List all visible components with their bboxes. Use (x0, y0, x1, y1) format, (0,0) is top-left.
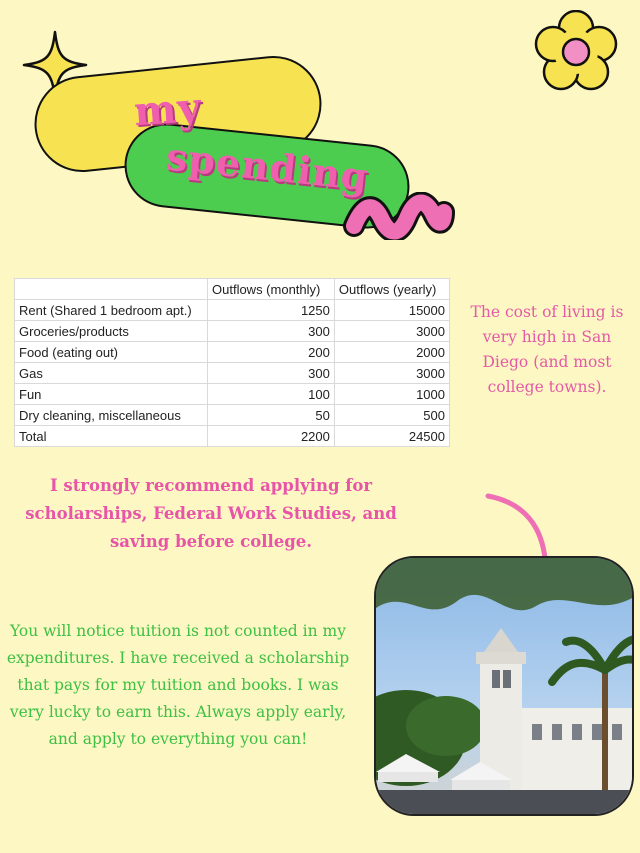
campus-photo (374, 556, 634, 816)
page-title-line1: my (132, 83, 204, 136)
table-cell-category: Gas (15, 363, 208, 384)
table-row-total (15, 426, 450, 447)
tuition-note: You will notice tuition is not counted in my expenditures. I have received a scholarship that pays for my tuition and books. I was very lucky to earn this. Always apply early, and apply to everything you can! (6, 622, 350, 748)
campus-illustration (376, 558, 632, 814)
table-cell-category: Fun (15, 384, 208, 405)
recommendation-text: I strongly recommend applying for scholarships, Federal Work Studies, and saving before college. (25, 476, 397, 551)
table-cell-yearly: 3000 (334, 363, 449, 384)
table-cell-category: Groceries/products (15, 321, 208, 342)
page-title-line2: spending (164, 133, 371, 200)
table-cell-yearly: 1000 (334, 384, 449, 405)
table-cell-yearly: 2000 (334, 342, 449, 363)
table-row (15, 342, 450, 363)
table-header-row (15, 279, 450, 300)
table-cell-category: Food (eating out) (15, 342, 208, 363)
table-cell-monthly: 1250 (208, 300, 335, 321)
table-cell-yearly: 24500 (334, 426, 449, 447)
flower-icon (534, 10, 618, 94)
table-row (15, 363, 450, 384)
spending-table (14, 278, 450, 447)
squiggle-icon (340, 192, 456, 240)
table-cell-category: Total (15, 426, 208, 447)
table-cell-monthly: 300 (208, 363, 335, 384)
table-cell-monthly: 300 (208, 321, 335, 342)
table-row (15, 321, 450, 342)
table-cell-yearly: 15000 (334, 300, 449, 321)
table-header: Outflows (yearly) (334, 279, 449, 300)
cost-of-living-note: The cost of living is very high in San Diego (and most college towns). (470, 303, 624, 396)
table-header (15, 279, 208, 300)
table-cell-yearly: 3000 (334, 321, 449, 342)
table-cell-category: Dry cleaning, miscellaneous (15, 405, 208, 426)
table-cell-category: Rent (Shared 1 bedroom apt.) (15, 300, 208, 321)
table-cell-monthly: 2200 (208, 426, 335, 447)
table-cell-monthly: 50 (208, 405, 335, 426)
table-row (15, 405, 450, 426)
table-row (15, 384, 450, 405)
table-row (15, 300, 450, 321)
table-header: Outflows (monthly) (208, 279, 335, 300)
table-cell-yearly: 500 (334, 405, 449, 426)
table-cell-monthly: 100 (208, 384, 335, 405)
table-cell-monthly: 200 (208, 342, 335, 363)
